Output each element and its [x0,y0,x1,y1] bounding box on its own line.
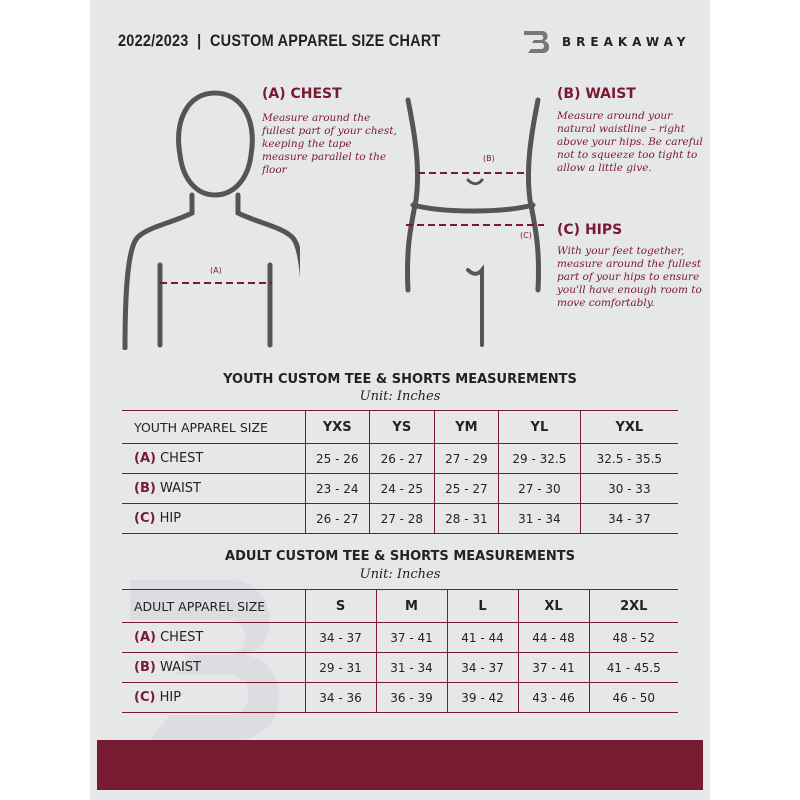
table-cell: 27 - 30 [499,474,581,504]
table-cell: 34 - 37 [447,653,518,683]
table-cell: 29 - 31 [305,653,376,683]
measure-name: CHEST [160,451,204,466]
youth-unit: Unit: Inches [359,389,441,404]
measure-label [122,623,305,653]
table-cell: 31 - 34 [376,653,447,683]
table-row [122,623,678,653]
table-row [122,653,678,683]
measure-name: HIP [159,690,182,705]
waist-marker: (B) [483,154,495,163]
table-header-row [122,411,678,444]
waist-description: Measure around your natural waistline – right above your hips. Be careful not to squeeze too tight to allow a little give. [557,110,703,174]
table-row [122,683,678,713]
table-cell: 46 - 50 [589,683,678,713]
table-cell: 34 - 37 [580,504,678,534]
table-cell: 25 - 26 [305,444,370,474]
table-cell: 41 - 44 [447,623,518,653]
table-row [122,444,678,474]
measure-name: HIP [159,511,182,526]
hips-marker: (C) [520,231,532,240]
brand-logo [520,25,690,59]
table-cell: 23 - 24 [305,474,370,504]
measure-letter: (A) [134,630,156,645]
size-label: YOUTH APPAREL SIZE [122,411,305,444]
table-row [122,504,678,534]
table-cell: 37 - 41 [376,623,447,653]
adult-unit: Unit: Inches [359,567,441,582]
table-cell: 32.5 - 35.5 [580,444,678,474]
table-cell: 29 - 32.5 [499,444,581,474]
table-cell: 26 - 27 [305,504,370,534]
waist-hips-figure [398,95,548,355]
chest-description: Measure around the fullest part of your chest, keeping the tape measure parallel to the floor [262,112,397,176]
measure-letter: (B) [134,481,156,496]
table-cell: 41 - 45.5 [589,653,678,683]
table-cell: 43 - 46 [518,683,589,713]
measure-label [122,444,305,474]
measure-letter: (A) [134,451,156,466]
table-cell: 48 - 52 [589,623,678,653]
table-cell: 36 - 39 [376,683,447,713]
table-cell: 34 - 37 [305,623,376,653]
size-label: ADULT APPAREL SIZE [122,590,305,623]
table-cell: 26 - 27 [370,444,435,474]
chest-marker: (A) [210,266,222,275]
youth-size-table [122,410,678,534]
measure-letter: (C) [134,511,156,526]
measure-name: WAIST [159,481,202,496]
size-header: YS [370,411,435,444]
table-cell: 24 - 25 [370,474,435,504]
measure-letter: (B) [134,660,156,675]
size-header: YM [434,411,499,444]
chest-heading: (A) CHEST [262,86,342,102]
hips-heading: (C) HIPS [557,222,623,238]
size-header: XL [518,590,589,623]
measure-letter: (C) [134,690,156,705]
table-cell: 27 - 28 [370,504,435,534]
size-header: L [447,590,518,623]
hips-description: With your feet together, measure around the fullest part of your hips to ensure you'll have enough room to move comfortably. [557,245,702,309]
table-cell: 27 - 29 [434,444,499,474]
table-cell: 31 - 34 [499,504,581,534]
measure-label [122,474,305,504]
measure-name: CHEST [160,630,204,645]
table-cell: 30 - 33 [580,474,678,504]
size-header: S [305,590,376,623]
table-row [122,474,678,504]
size-header: YL [499,411,581,444]
measure-label [122,683,305,713]
footer-bar [97,740,703,790]
adult-section-title: ADULT CUSTOM TEE & SHORTS MEASUREMENTS [225,549,575,564]
size-header: 2XL [589,590,678,623]
youth-section-title: YOUTH CUSTOM TEE & SHORTS MEASUREMENTS [223,372,577,387]
table-cell: 37 - 41 [518,653,589,683]
brand-name: BREAKAWAY [562,35,691,49]
page-title: 2022/2023 | CUSTOM APPAREL SIZE CHART [118,31,441,50]
size-header: YXL [580,411,678,444]
waist-heading: (B) WAIST [557,86,636,102]
table-cell: 25 - 27 [434,474,499,504]
table-cell: 34 - 36 [305,683,376,713]
table-cell: 28 - 31 [434,504,499,534]
measure-label [122,653,305,683]
adult-size-table [122,589,678,713]
size-header: YXS [305,411,370,444]
table-cell: 44 - 48 [518,623,589,653]
table-cell: 39 - 42 [447,683,518,713]
breakaway-logo-icon [520,25,554,59]
size-header: M [376,590,447,623]
table-header-row [122,590,678,623]
measure-label [122,504,305,534]
measure-name: WAIST [159,660,202,675]
